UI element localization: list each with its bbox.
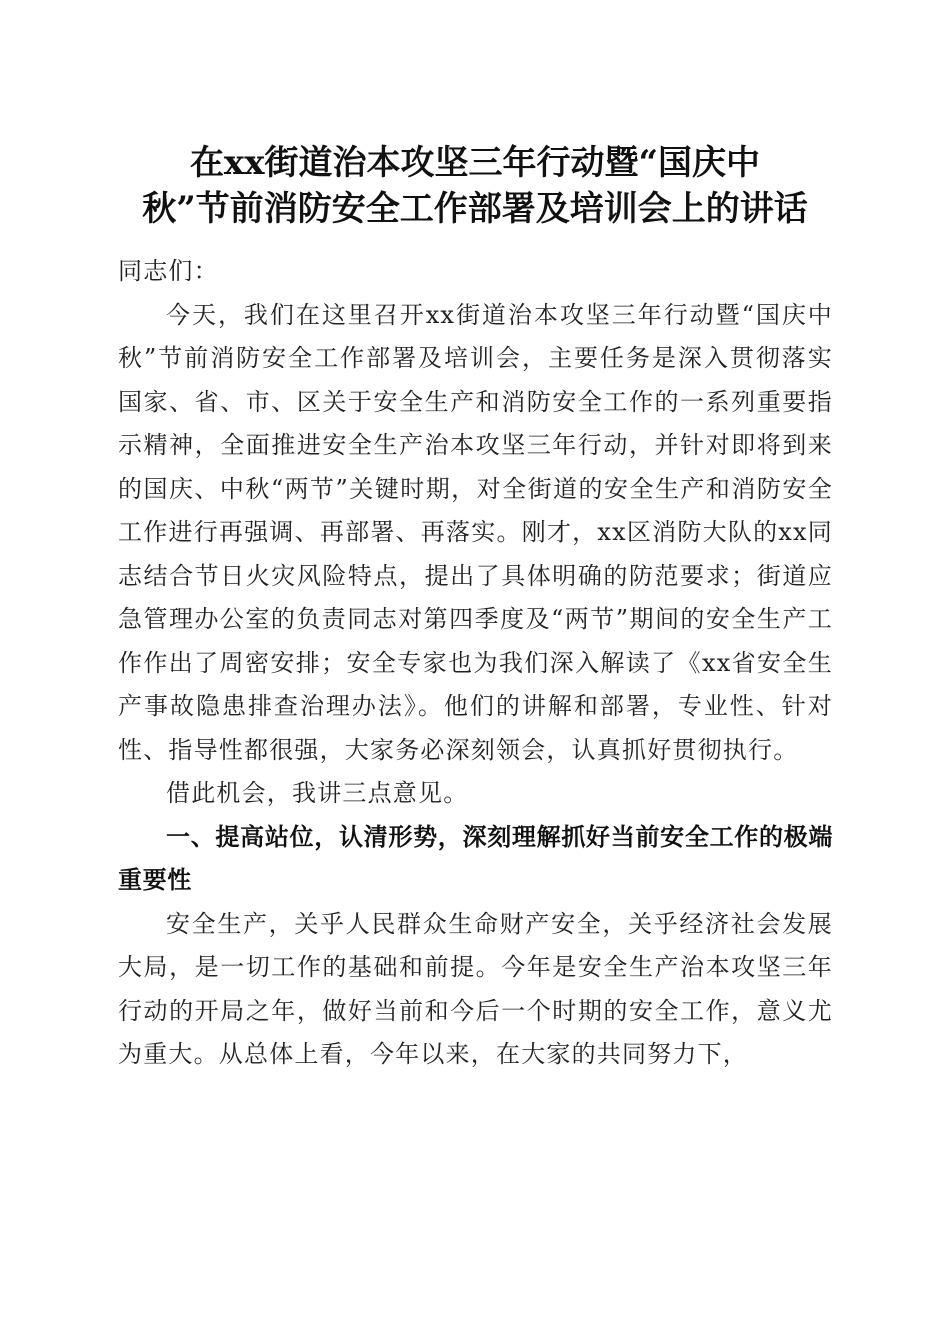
intro-paragraph: 今天，我们在这里召开xx街道治本攻坚三年行动暨“国庆中秋”节前消防安全工作部署及培训会，主要任务是深入贯彻落实国家、省、市、区关于安全生产和消防安全工作的一系列重要指示精神，全面推进安全生产治本攻坚三年行动，并针对即将到来的国庆、中秋“两节”关键时期，对全街道的安全生产和消防安全工作进行再强调、再部署、再落实。刚才，xx区消防大队的xx同志结合节日火灾风险特点，提出了具体明确的防范要求；街道应急管理办公室的负责同志对第四季度及“两节”期间的安全生产工作作出了周密安排；安全专家也为我们深入解读了《xx省安全生产事故隐患排查治理办法》。他们的讲解和部署，专业性、针对性、指导性都很强，大家务必深刻领会，认真抓好贯彻执行。 [118,300,833,764]
section-1-paragraph: 安全生产，关乎人民群众生命财产安全，关乎经济社会发展大局，是一切工作的基础和前提。今年是安全生产治本攻坚三年行动的开局之年，做好当前和今后一个时期的安全工作，意义尤为重大。从总体上看，今年以来，在大家的共同努力下， [118,909,833,1068]
document-title [100,140,850,232]
transition-paragraph: 借此机会，我讲三点意见。 [166,779,469,807]
section-1-heading: 一、提高站位，认清形势，深刻理解抓好当前安全工作的极端重要性 [118,822,833,894]
document-body [118,250,833,1077]
title-line-1: 在xx街道治本攻坚三年行动暨“国庆中 [189,143,761,183]
salutation: 同志们： [118,257,219,285]
title-line-2: 秋”节前消防安全工作部署及培训会上的讲话 [142,189,808,229]
